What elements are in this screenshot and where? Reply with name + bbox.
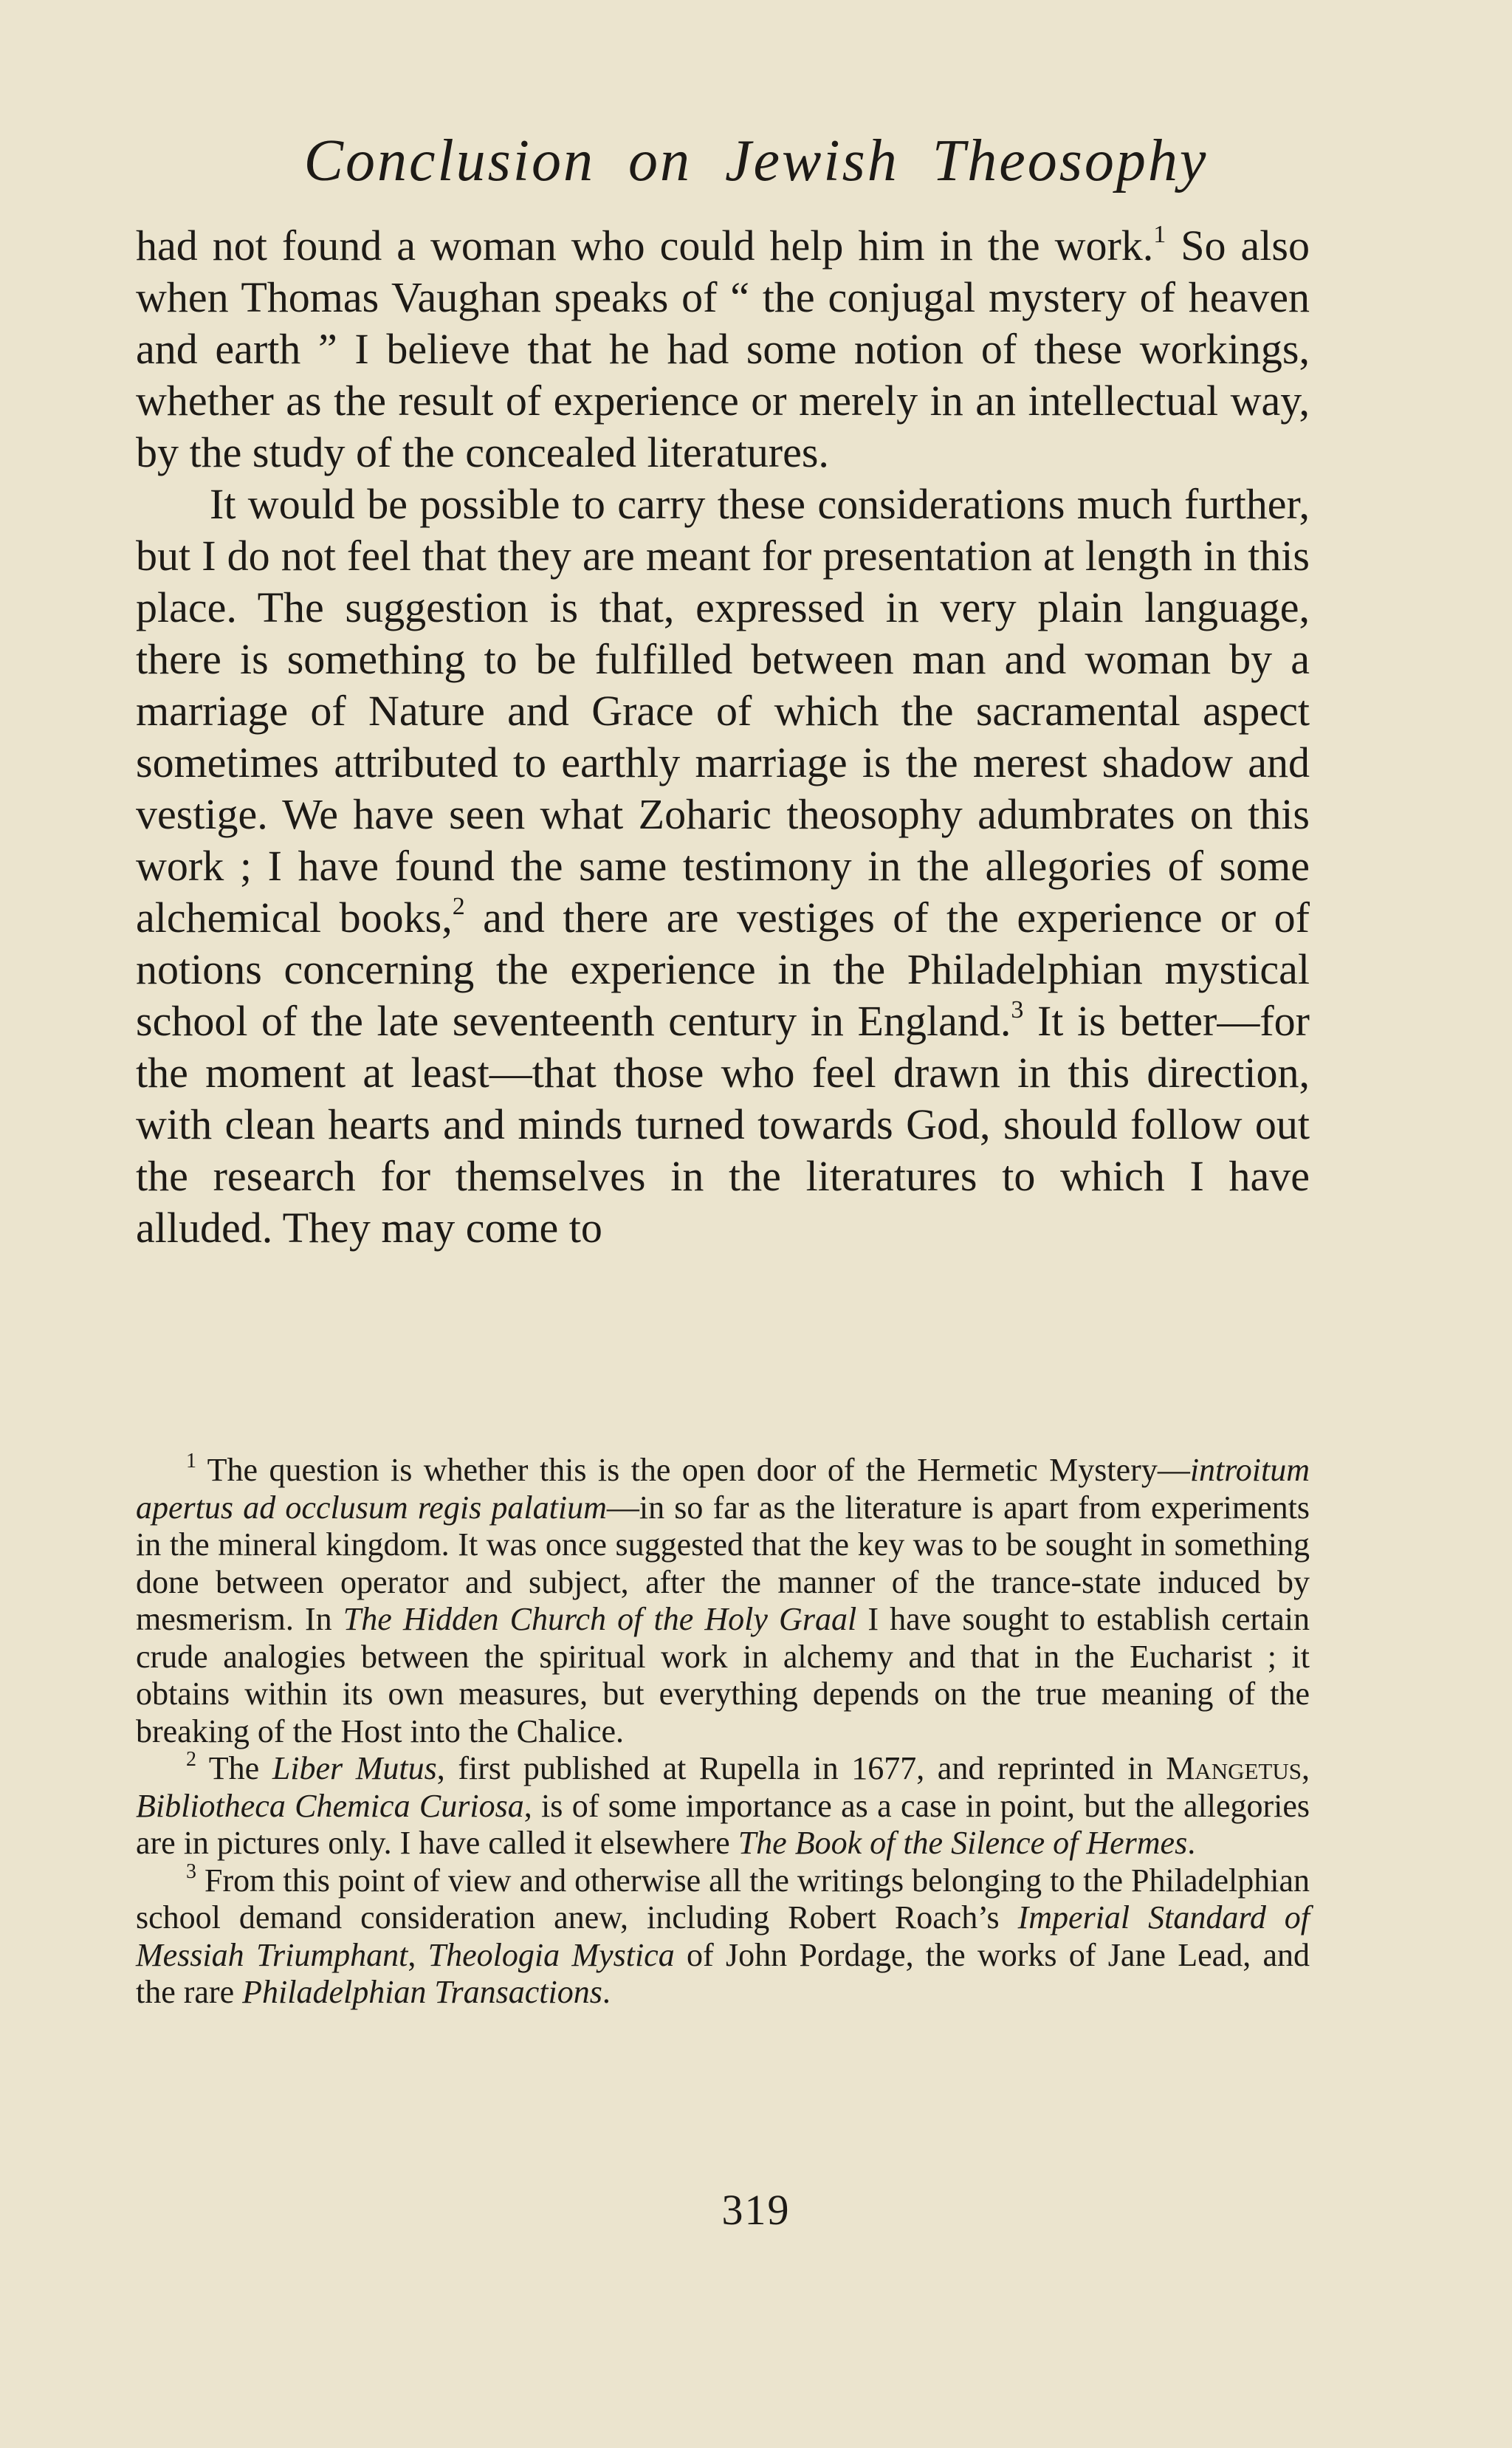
running-head: Conclusion on Jewish Theosophy [303,128,1209,193]
footnote-text: , [408,1936,428,1973]
footnote-text: of John Pordage, the works of Jane Lead, and the rare [136,1936,1310,2010]
footnote-text: The [196,1750,272,1786]
page-number: 319 [721,2186,791,2234]
paragraph [136,220,1310,479]
footnote-book-title: Philadelphian Transactions [242,1974,602,2010]
footnote-mark: 3 [186,1859,196,1883]
footnote-2 [136,1750,1310,1862]
footnote-text: . [1187,1825,1196,1861]
footnote-book-title: Theologia Mystica [427,1936,675,1973]
footnote-text: , is of some importance as a case in point, but the allegories are in pictures only. I have called it elsewhere [136,1787,1310,1861]
footnote-text: From this point of view and otherwise all the writings belonging to the Philadelphian school demand consideration anew, including Robert Roach’s [136,1862,1310,1936]
footnote-book-title: The Hidden Church of the Holy Graal [343,1601,857,1637]
body-text [136,220,1310,1254]
paragraph-text: So also when Thomas Vaughan speaks of “ the conjugal mystery of heaven and earth ” I believe that he had some notion of these workings, whether as the result of experience or merely in an intellectual way, by the study of the concealed literatures. [136,222,1310,476]
footnote-book-title: Imperial Standard of Messiah Triumphant [136,1899,1310,1973]
paragraph-text: and there are vestiges of the experience or of notions concerning the experience in the Philadelphian mystical school of the late seventeenth century in England. [136,894,1310,1045]
footnote-text: —in so far as the literature is apart from experiments in the mineral kingdom. It was once suggested that the key was to be sought in something done between operator and subject, after the manner of the trance-state induced by mesmerism. In [136,1489,1310,1637]
footnote-mark: 2 [186,1748,196,1771]
footnote-text: I have sought to establish certain crude analogies between the spiritual work in alchemy and that in the Eucharist ; it obtains within its own measures, but everything depends on the true meaning of the breaking of the Host into the Chalice. [136,1601,1310,1749]
paragraph [136,479,1310,1254]
footnote-mark: 1 [186,1450,196,1472]
footnote-text: , first published at Rupella in 1677, and reprinted in [436,1750,1166,1786]
footnote-ref: 2 [452,893,465,920]
footnote-text: , [1301,1750,1310,1786]
footnote-ref: 1 [1153,221,1166,248]
footnote-text: The question is whether this is the open door of the Hermetic Mystery— [196,1452,1190,1488]
footnote-ref: 3 [1011,996,1024,1024]
footnote-book-title: Liber Mutus [272,1750,437,1786]
footnotes [136,1452,1310,2012]
footnote-italic: introitum apertus ad occlusum regis palatium [136,1452,1310,1526]
footnote-text: . [602,1974,611,2010]
paragraph-text: had not found a woman who could help him in the work. [136,222,1154,270]
footnote-book-title: Bibliotheca Chemica Curiosa [136,1787,524,1824]
paragraph-text: It is better—for the moment at least—that those who feel drawn in this direction, with clean hearts and minds turned towards God, should follow out the research for themselves in the literatures to which I have alluded. They may come to [136,997,1310,1252]
footnote-author: Mangetus [1166,1750,1302,1786]
footnote-book-title: The Book of the Silence of Hermes [738,1825,1188,1861]
footnote-1 [136,1452,1310,1750]
paragraph-text: It would be possible to carry these considerations much further, but I do not feel that they are meant for presentation at length in this place. The suggestion is that, expressed in very plain language, there is something to be fulfilled between man and woman by a marriage of Nature and Grace of which the sacramental aspect sometimes attributed to earthly marriage is the merest shadow and vestige. We have seen what Zoharic theosophy adumbrates on this work ; I have found the same testimony in the allegories of some alchemical books, [136,480,1310,942]
footnote-3 [136,1859,1310,2012]
